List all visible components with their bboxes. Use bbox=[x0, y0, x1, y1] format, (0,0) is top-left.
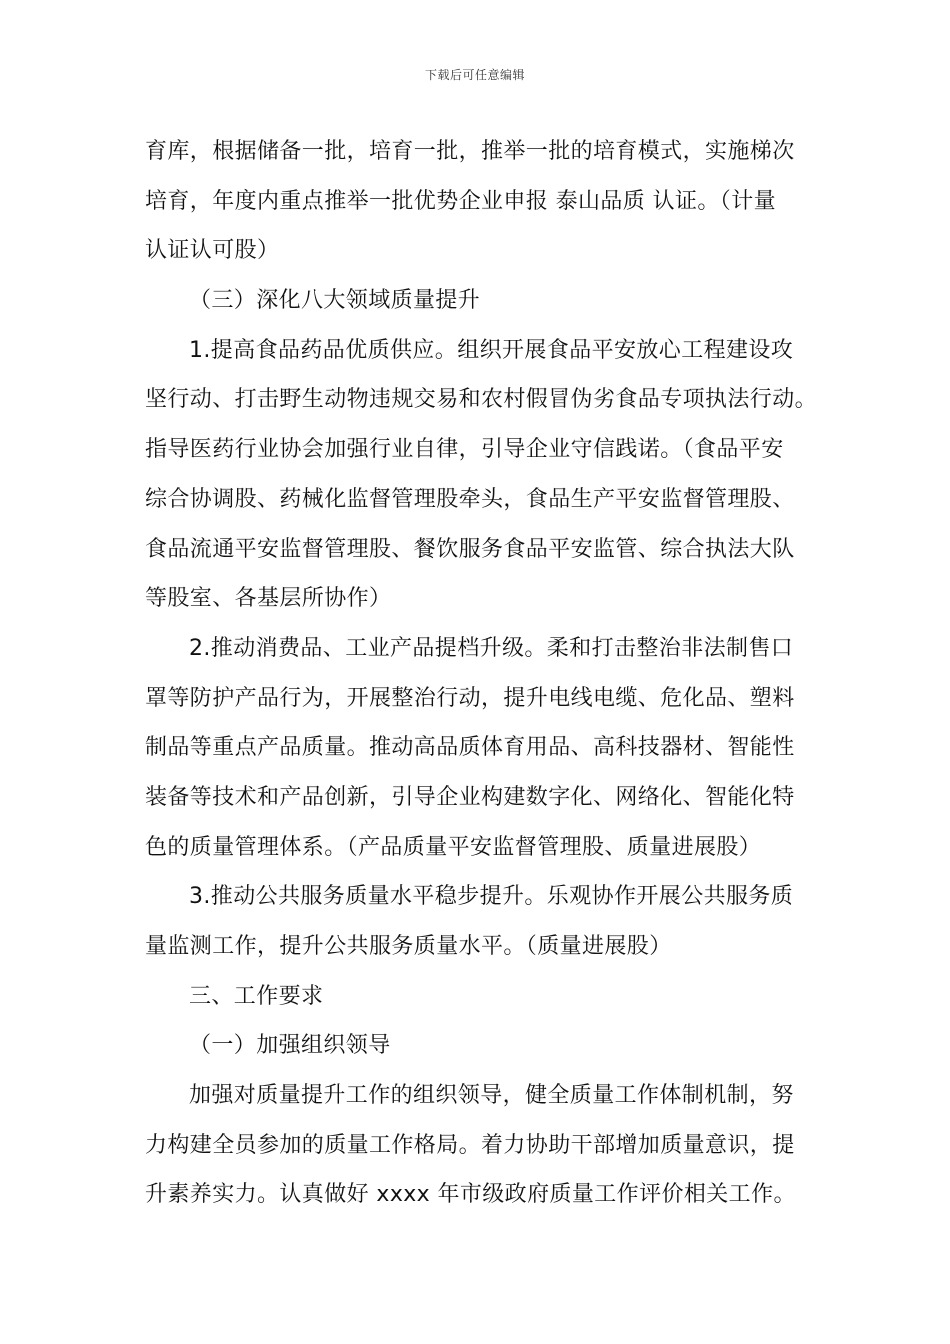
section-heading: （三）深化八大领域质量提升 bbox=[189, 288, 481, 314]
text-line: 坚行动、打击野生动物违规交易和农村假冒伪劣食品专项执法行动。 bbox=[145, 387, 818, 413]
page-header: 下载后可任意编辑 bbox=[424, 68, 525, 82]
text-line: 力构建全员参加的质量工作格局。着力协助干部增加质量意识，提 bbox=[145, 1132, 795, 1158]
section-heading: （一）加强组织领导 bbox=[189, 1033, 391, 1059]
text-line: 3.推动公共服务质量水平稳步提升。乐观协作开展公共服务质 bbox=[189, 884, 794, 910]
text-line: 罩等防护产品行为，开展整治行动，提升电线电缆、危化品、塑料 bbox=[145, 685, 795, 711]
text-line: 升素养实力。认真做好 xxxx 年市级政府质量工作评价相关工作。 bbox=[145, 1182, 796, 1208]
text-line: 2.推动消费品、工业产品提档升级。柔和打击整治非法制售口 bbox=[189, 635, 794, 661]
text-line: 综合协调股、药械化监督管理股牵头，食品生产平安监督管理股、 bbox=[145, 486, 795, 512]
text-line: 食品流通平安监督管理股、餐饮服务食品平安监管、综合执法大队 bbox=[145, 536, 795, 562]
text-line: 量监测工作，提升公共服务质量水平。（质量进展股） bbox=[145, 934, 672, 959]
document-body bbox=[145, 127, 818, 1220]
text-line: 指导医药行业协会加强行业自律，引导企业守信践诺。（食品平安 bbox=[145, 437, 784, 463]
text-line: 加强对质量提升工作的组织领导，健全质量工作体制机制，努 bbox=[189, 1083, 794, 1109]
text-line: 装备等技术和产品创新，引导企业构建数字化、网络化、智能化特 bbox=[145, 784, 795, 810]
text-line: 色的质量管理体系。（产品质量平安监督管理股、质量进展股） bbox=[145, 834, 762, 860]
text-line: 培育，年度内重点推举一批优势企业申报 泰山品质 认证。（计量 bbox=[145, 188, 776, 214]
text-line: 等股室、各基层所协作） bbox=[145, 586, 392, 612]
section-heading: 三、工作要求 bbox=[189, 983, 324, 1009]
text-line: 制品等重点产品质量。推动高品质体育用品、高科技器材、智能性 bbox=[145, 735, 795, 761]
text-line: 1.提高食品药品优质供应。组织开展食品平安放心工程建设攻 bbox=[189, 337, 794, 363]
text-line: 育库，根据储备一批，培育一批，推举一批的培育模式，实施梯次 bbox=[145, 139, 795, 164]
text-line: 认证认可股） bbox=[145, 238, 280, 264]
